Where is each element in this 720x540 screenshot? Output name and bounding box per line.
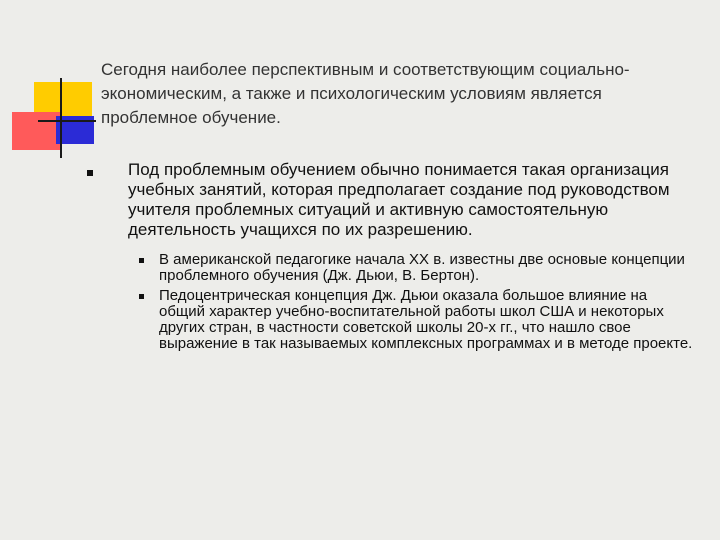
sub-bullet-text: В американской педагогике начала XX в. известны две основые концепции проблемного обучения (Дж. Дьюи, В. Бертон). [159, 251, 685, 284]
square-bullet-icon [87, 170, 93, 176]
bullet-list [86, 160, 696, 356]
sub-bullet-item [128, 252, 696, 284]
slide-title: Сегодня наиболее перспективным и соответствующим социально-экономическим, а также и психологическим условиям является проблемное обучение. [101, 60, 630, 127]
square-bullet-icon [139, 294, 144, 299]
bullet-text: Под проблемным обучением обычно понимается такая организация учебных занятий, которая предполагает создание под руководством учителя проблемных ситуаций и активную самостоятельную деятельность учащихся по их разрешению. [128, 160, 670, 239]
sub-bullet-list [128, 252, 696, 352]
decorative-vertical-line [60, 78, 62, 158]
sub-bullet-text: Педоцентрическая концепция Дж. Дьюи оказала большое влияние на общий характер учебно-воспитательной работы школ США и некоторых других стран, в частности советской школы 20-х гг., что нашло свое выражение в так называемых комплексных программах и в методе проекте. [159, 287, 693, 352]
bullet-item [86, 160, 696, 352]
sub-bullet-item [128, 288, 696, 352]
decorative-horizontal-line [38, 120, 96, 122]
square-bullet-icon [139, 258, 144, 263]
decorative-red-rectangle [12, 112, 62, 150]
